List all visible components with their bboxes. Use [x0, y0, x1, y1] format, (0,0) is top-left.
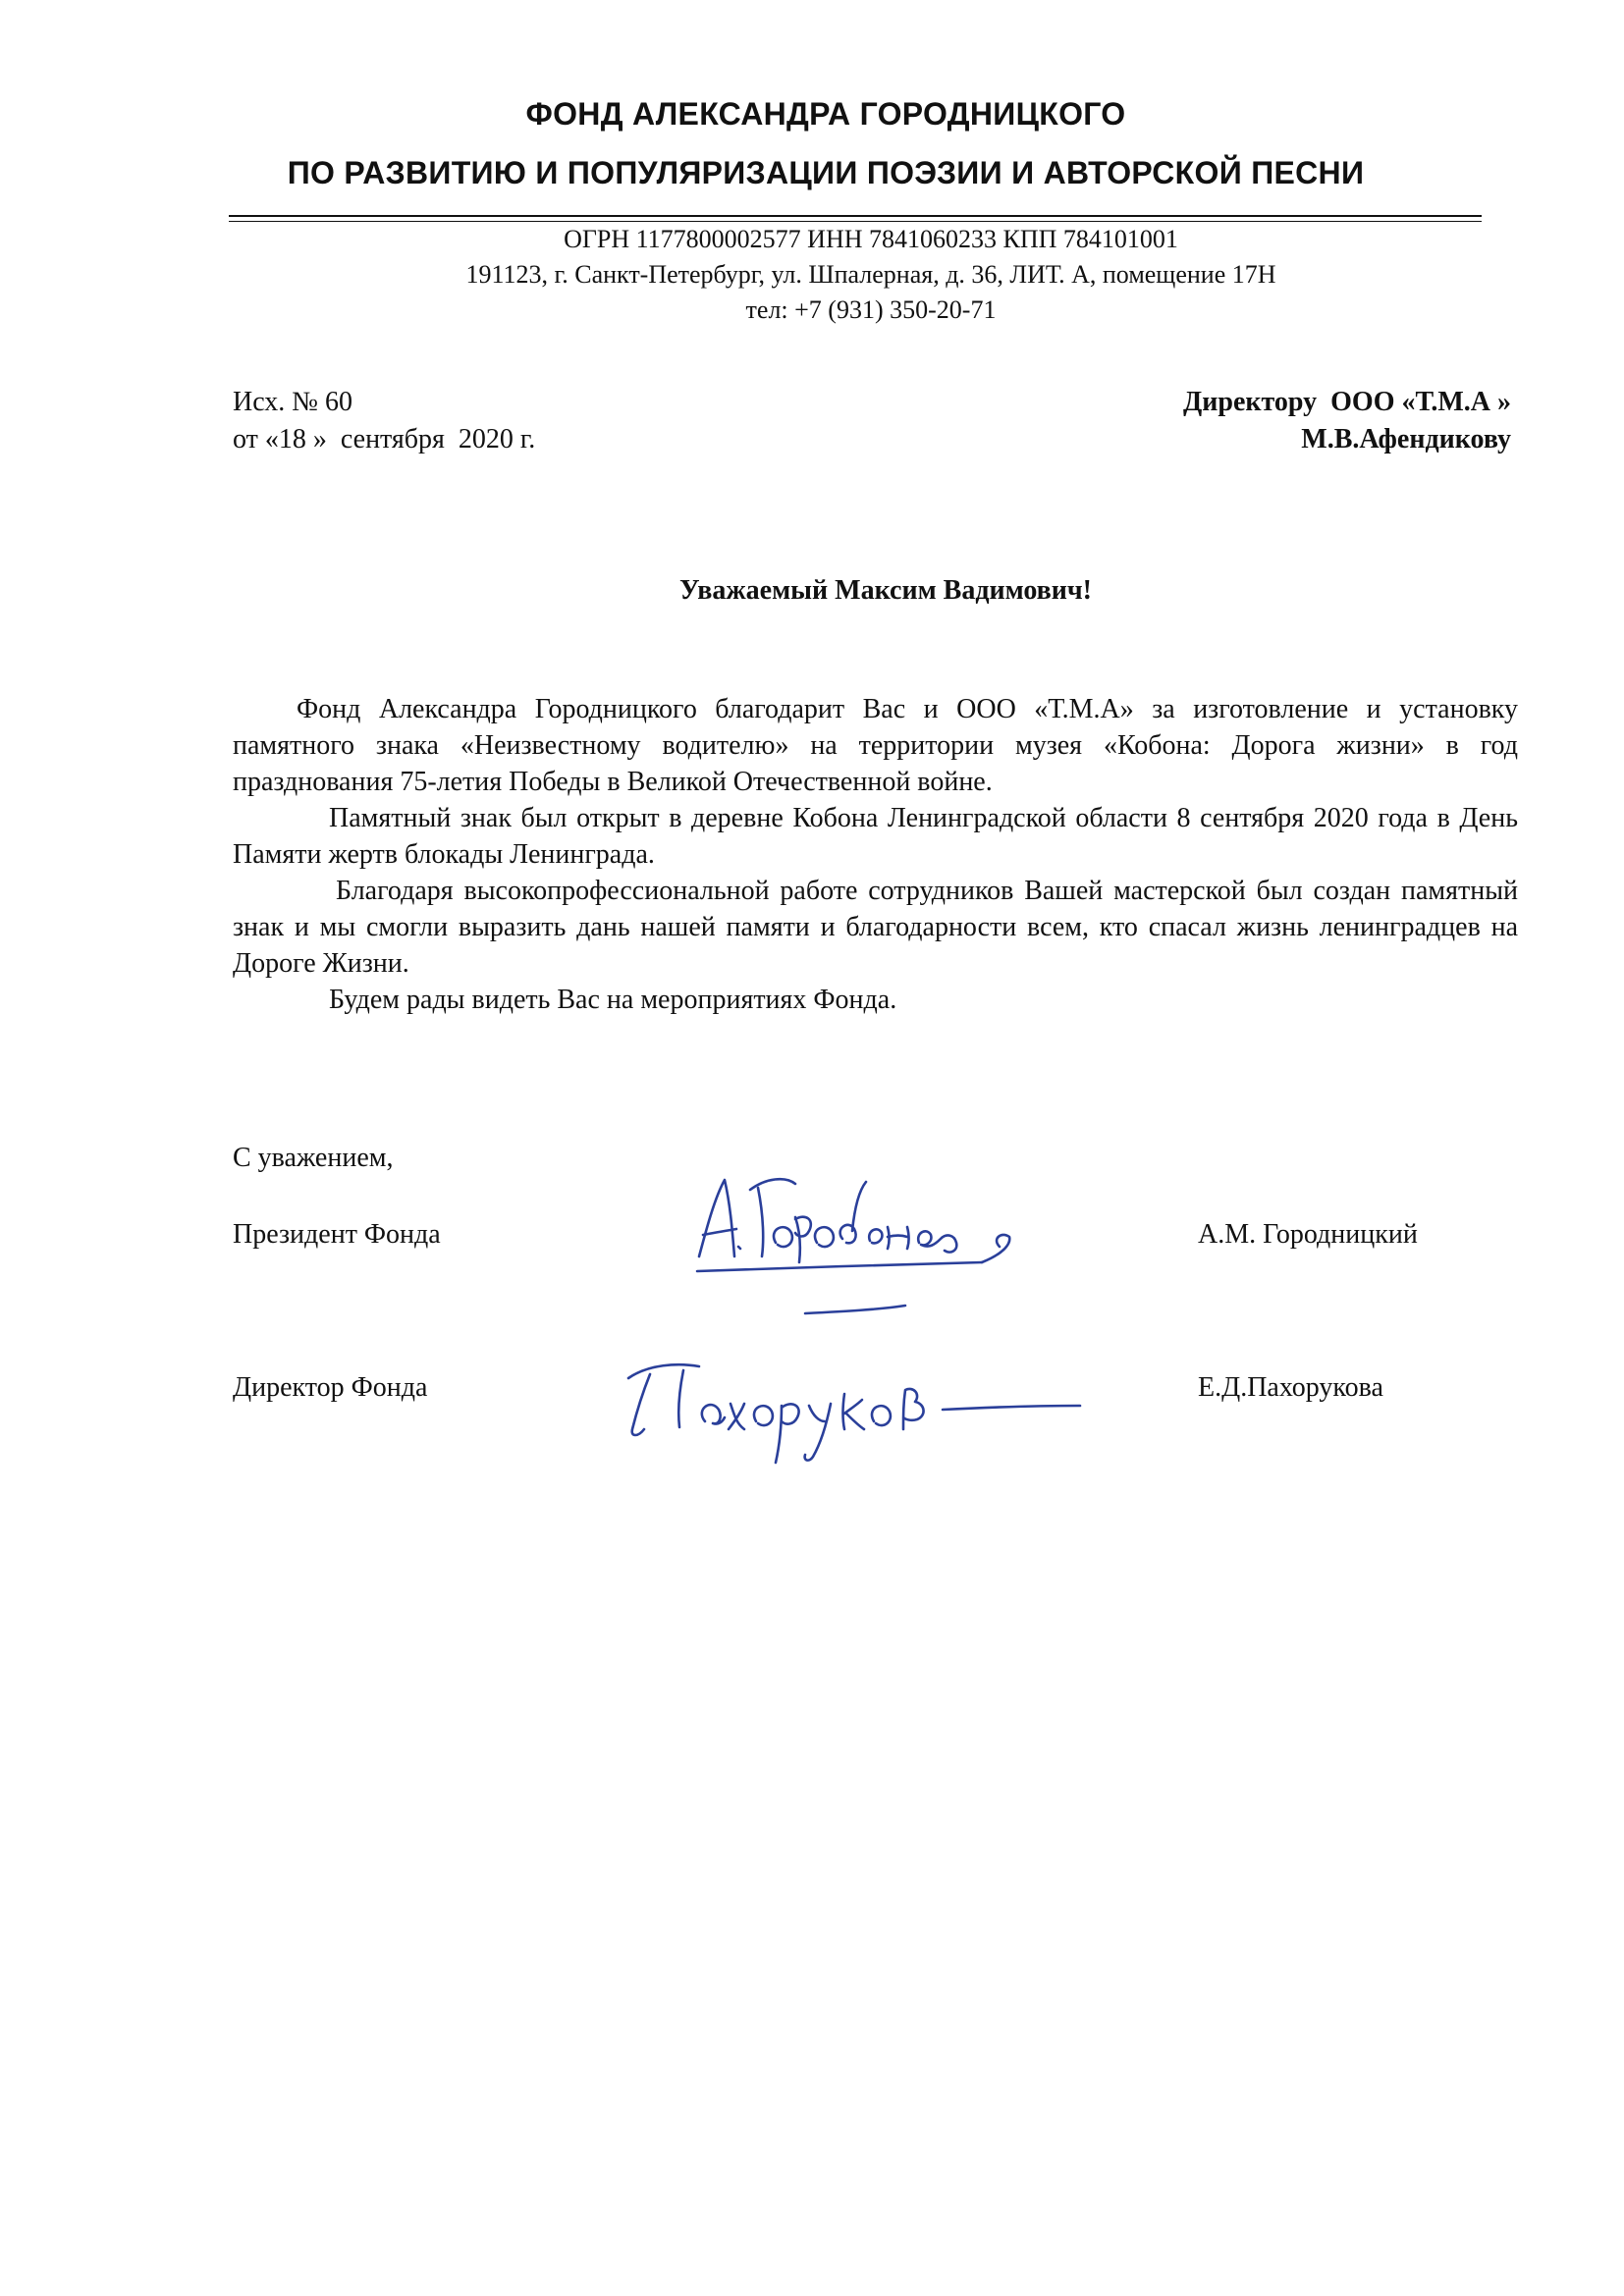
organization-title-line2: ПО РАЗВИТИЮ И ПОПУЛЯРИЗАЦИИ ПОЭЗИИ И АВТОРСКОЙ ПЕСНИ: [287, 155, 1365, 190]
director-signature: [609, 1335, 1100, 1472]
organization-requisites: ОГРН 1177800002577 ИНН 7841060233 КПП 784101001: [564, 225, 1178, 253]
addressee-title: Директору ООО «Т.М.А »: [1183, 387, 1511, 417]
organization-title-line1: ФОНД АЛЕКСАНДРА ГОРОДНИЦКОГО: [525, 96, 1126, 132]
body-paragraph: Фонд Александра Городницкого благодарит Вас и ООО «Т.М.А» за изготовление и установку памятного знака «Неизвестному водителю» на территории музея «Кобона: Дорога жизни» в год празднования 75-летия Победы в Великой Отечественной войне.: [233, 694, 1518, 797]
closing-phrase: С уважением,: [233, 1143, 394, 1173]
body-paragraph: Будем рады видеть Вас на мероприятиях Фонда.: [329, 985, 897, 1015]
organization-phone: тел: +7 (931) 350-20-71: [745, 295, 997, 324]
outgoing-number: Исх. № 60: [233, 387, 352, 417]
header-divider-thick: [229, 215, 1482, 217]
body-paragraph: Благодаря высокопрофессиональной работе сотрудников Вашей мастерской был создан памятный знак и мы смогли выразить дань нашей памяти и благодарности всем, кто спасал жизнь ленинградцев на Дороге Жизни.: [233, 876, 1518, 979]
outgoing-date: от «18 » сентября 2020 г.: [233, 424, 536, 454]
director-role: Директор Фонда: [233, 1372, 428, 1403]
salutation: Уважаемый Максим Вадимович!: [678, 575, 1092, 606]
president-name: А.М. Городницкий: [1198, 1219, 1418, 1250]
organization-address: 191123, г. Санкт-Петербург, ул. Шпалерная, д. 36, ЛИТ. А, помещение 17Н: [465, 260, 1276, 289]
body-paragraph: Памятный знак был открыт в деревне Кобона Ленинградской области 8 сентября 2020 года в День Памяти жертв блокады Ленинграда.: [233, 803, 1518, 870]
director-name: Е.Д.Пахорукова: [1198, 1372, 1383, 1403]
addressee-name: М.В.Афендикову: [1301, 424, 1511, 454]
president-signature: [648, 1148, 1070, 1335]
president-role: Президент Фонда: [233, 1219, 441, 1250]
letter-body: [233, 691, 1518, 1018]
